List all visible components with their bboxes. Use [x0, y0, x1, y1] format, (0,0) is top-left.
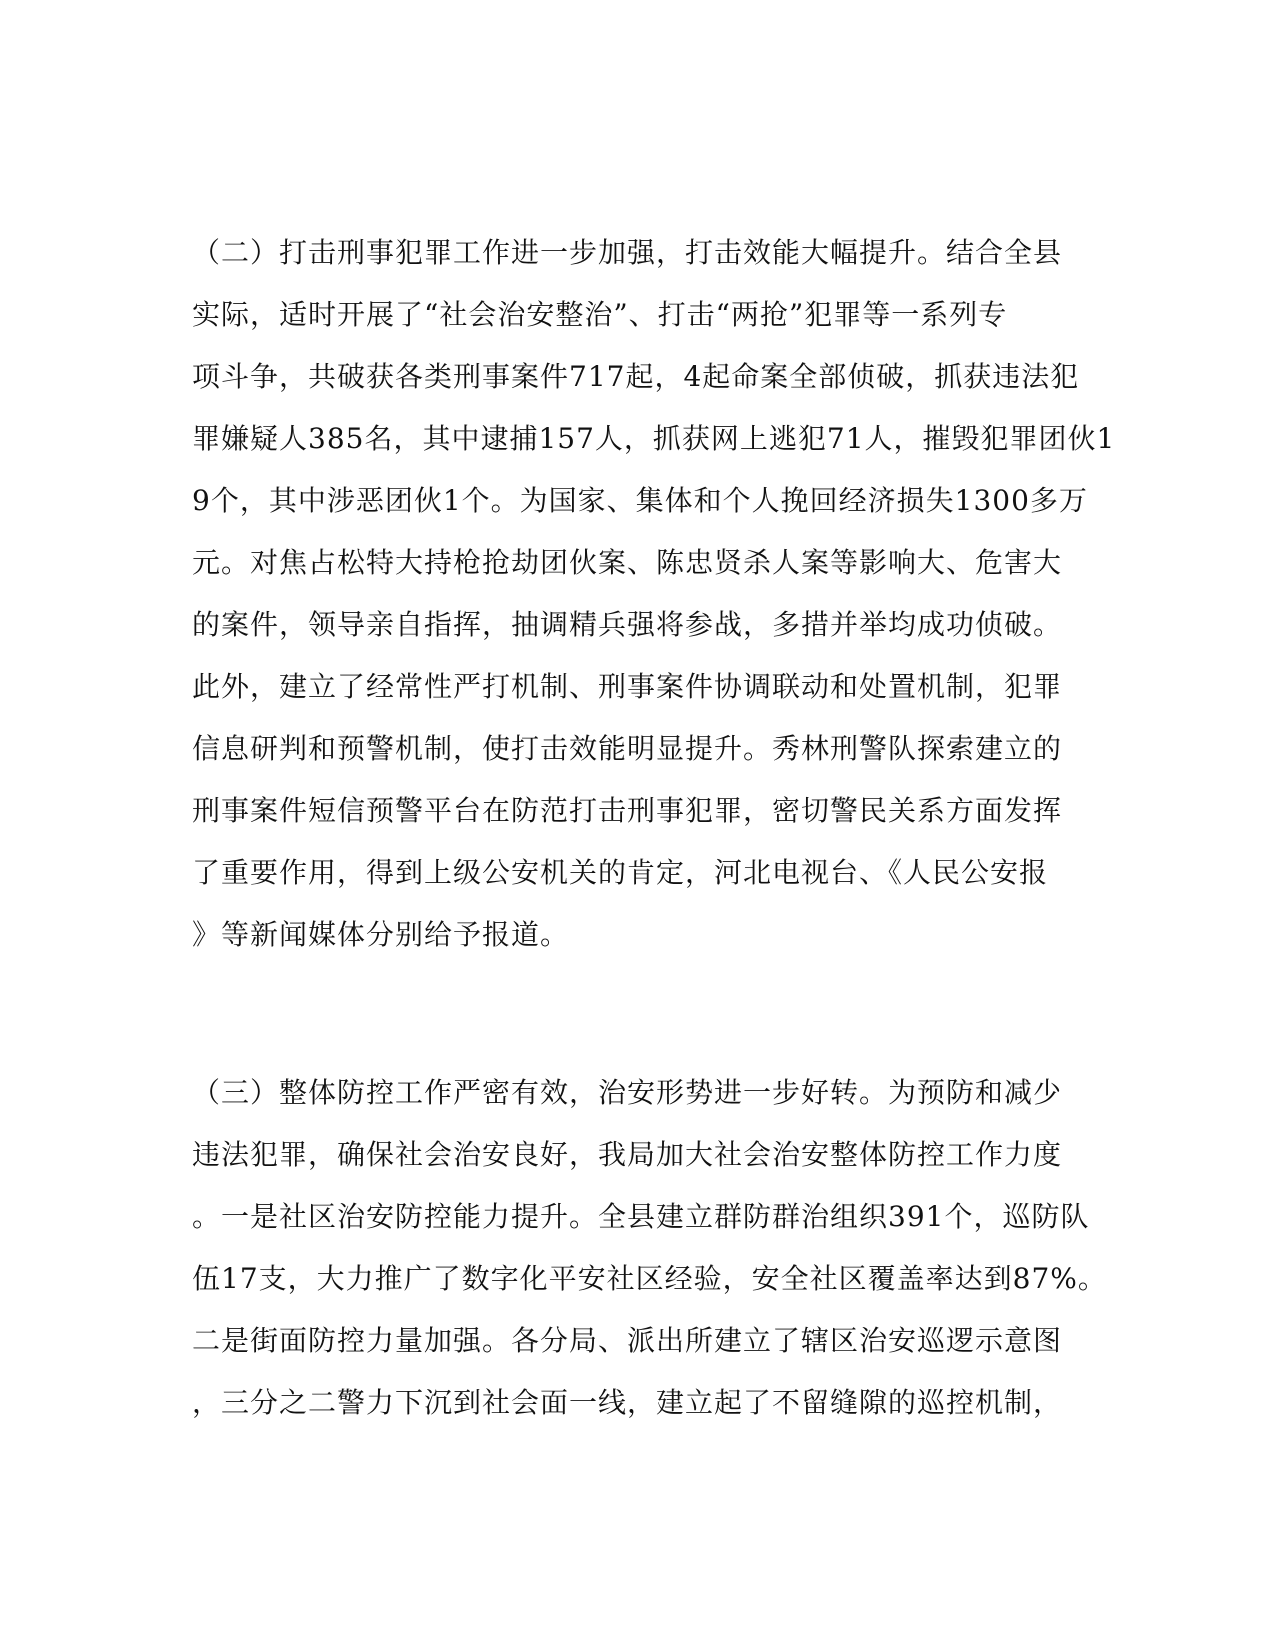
text-line: 9个，其中涉恶团伙1个。为国家、集体和个人挽回经济损失1300多万: [192, 484, 1088, 517]
text-line: 了重要作用，得到上级公安机关的肯定，河北电视台、《人民公安报: [192, 856, 1049, 889]
text-line: 的案件，领导亲自指挥，抽调精兵强将参战，多措并举均成功侦破。: [192, 608, 1063, 641]
text-line: 信息研判和预警机制，使打击效能明显提升。秀林刑警队探索建立的: [192, 732, 1063, 765]
paragraph-criminal-crackdown: [192, 222, 1116, 966]
text-line: 》等新闻媒体分别给予报道。: [192, 918, 570, 951]
text-line: 此外，建立了经常性严打机制、刑事案件协调联动和处置机制，犯罪: [192, 670, 1063, 703]
text-line: ，三分之二警力下沉到社会面一线，建立起了不留缝隙的巡控机制，: [192, 1386, 1063, 1419]
text-line: 实际，适时开展了“社会治安整治”、打击“两抢”犯罪等一系列专: [192, 298, 1008, 331]
text-line: 。一是社区治安防控能力提升。全县建立群防群治组织391个，巡防队: [192, 1200, 1090, 1233]
text-line: 刑事案件短信预警平台在防范打击刑事犯罪，密切警民关系方面发挥: [192, 794, 1063, 827]
paragraph-prevention-control: [192, 1062, 1107, 1434]
text-line: （三）整体防控工作严密有效，治安形势进一步好转。为预防和减少: [192, 1076, 1063, 1109]
text-line: 元。对焦占松特大持枪抢劫团伙案、陈忠贤杀人案等影响大、危害大: [192, 546, 1063, 579]
text-line: 二是街面防控力量加强。各分局、派出所建立了辖区治安巡逻示意图: [192, 1324, 1063, 1357]
text-line: 项斗争，共破获各类刑事案件717起，4起命案全部侦破，抓获违法犯: [192, 360, 1080, 393]
text-line: 伍17支，大力推广了数字化平安社区经验，安全社区覆盖率达到87%。: [192, 1262, 1107, 1295]
text-line: 罪嫌疑人385名，其中逮捕157人，抓获网上逃犯71人，摧毁犯罪团伙1: [192, 422, 1116, 455]
text-line: 违法犯罪，确保社会治安良好，我局加大社会治安整体防控工作力度: [192, 1138, 1063, 1171]
text-line: （二）打击刑事犯罪工作进一步加强，打击效能大幅提升。结合全县: [192, 236, 1063, 269]
